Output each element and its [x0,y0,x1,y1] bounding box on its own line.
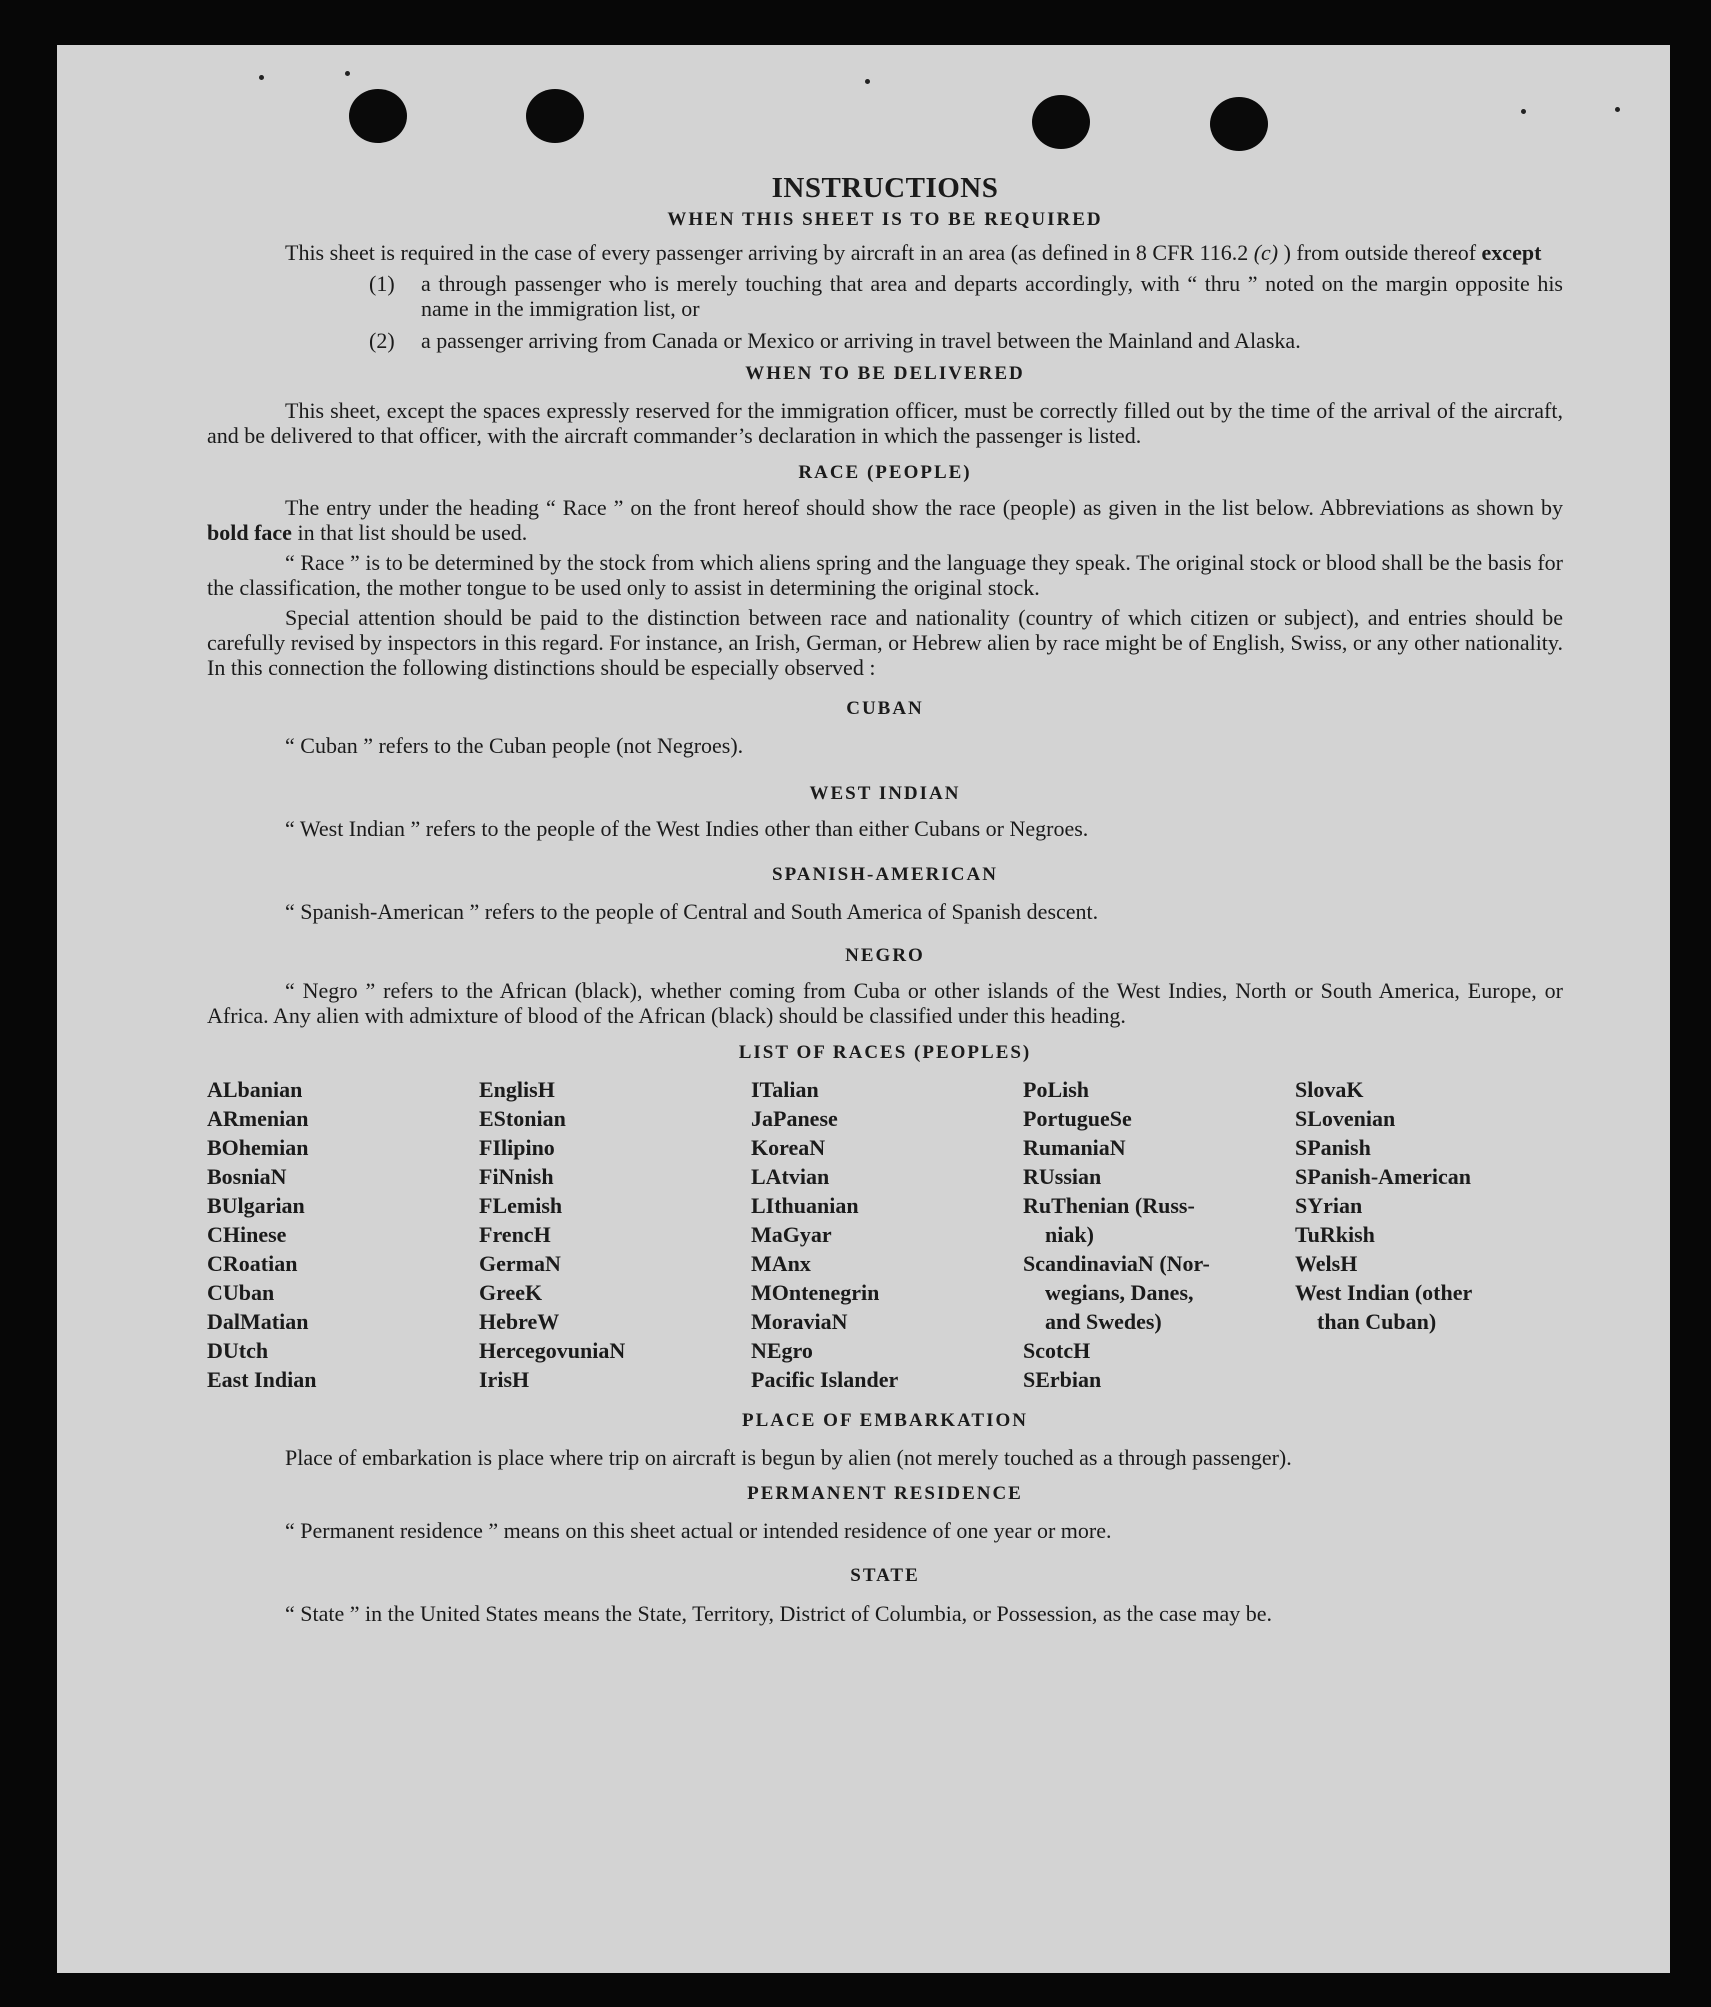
race-entry: DalMatian [207,1309,309,1334]
race-entry-continued: and Swedes) [1045,1309,1162,1334]
speck [865,79,870,84]
race-entry: FIlipino [479,1135,555,1160]
negro-text: “ Negro ” refers to the African (black), whether coming from Cuba or other islands of the West Indies, North or South America, Europe, or Africa. Any alien with admixture of blood of the African (black) should be classified under this heading. [207,978,1563,1028]
race-entry: LIthuanian [751,1193,859,1218]
race-entry: EStonian [479,1106,566,1131]
race-entry: SYrian [1295,1193,1363,1218]
punch-hole [526,89,584,143]
speck [345,71,350,76]
race-entry: LAtvian [751,1164,830,1189]
race-entry: FiNnish [479,1164,554,1189]
race-entry: MAnx [751,1251,811,1276]
race-entry: SPanish [1295,1135,1371,1160]
punch-hole [1210,97,1268,151]
races-column-1 [207,1075,475,1394]
race-entry: NEgro [751,1338,813,1363]
document-sheet [57,45,1670,1973]
race-p1-bold: bold face [207,520,292,545]
race-entry: WelsH [1295,1251,1358,1276]
races-column-4 [1023,1075,1291,1394]
race-entry: ITalian [751,1077,819,1102]
cuban-heading: CUBAN [846,698,924,719]
race-entry: East Indian [207,1367,317,1392]
race-entry: RUssian [1023,1164,1102,1189]
west-indian-heading: WEST INDIAN [809,783,961,804]
race-entry: BosniaN [207,1164,287,1189]
spanish-american-text: “ Spanish-American ” refers to the people of Central and South America of Spanish descent. [285,899,1099,924]
race-entry: DUtch [207,1338,269,1363]
race-entry: BUlgarian [207,1193,305,1218]
race-entry: SlovaK [1295,1077,1364,1102]
race-entry: PoLish [1023,1077,1090,1102]
instructions-content [207,171,1563,1629]
race-entry: MoraviaN [751,1309,848,1334]
list-item [369,328,1563,353]
race-entry: HebreW [479,1309,560,1334]
list-of-races-heading: LIST OF RACES (PEOPLES) [738,1042,1032,1063]
race-entry-continued: niak) [1045,1222,1094,1247]
race-entry: JaPanese [751,1106,838,1131]
residence-text: “ Permanent residence ” means on this sheet actual or intended residence of one year or more. [285,1518,1112,1543]
race-heading: RACE (PEOPLE) [798,462,972,483]
state-heading: STATE [850,1565,920,1586]
punch-hole [349,89,407,143]
item-text: a passenger arriving from Canada or Mexico or arriving in travel between the Mainland and Alaska. [421,328,1301,353]
race-entry: SLovenian [1295,1106,1396,1131]
item-number: (1) [369,271,395,296]
race-entry: PortugueSe [1023,1106,1132,1131]
race-entry: MaGyar [751,1222,832,1247]
races-column-3 [751,1075,1019,1394]
race-paragraph-1 [207,495,1563,545]
race-entry: FrencH [479,1222,551,1247]
intro-text-end: ) from outside thereof [1278,240,1482,265]
race-entry: RumaniaN [1023,1135,1126,1160]
residence-heading: PERMANENT RESIDENCE [747,1483,1023,1504]
when-required-intro [207,240,1563,265]
negro-heading: NEGRO [845,945,925,966]
when-delivered-text: This sheet, except the spaces expressly reserved for the immigration officer, must be correctly filled out by the time of the arrival of the aircraft, and be delivered to that officer, with the aircraft commander’s declaration in which the passenger is listed. [207,398,1563,448]
race-entry: ScandinaviaN (Nor- [1023,1251,1210,1276]
race-entry: West Indian (other [1295,1280,1473,1305]
spanish-american-heading: SPANISH-AMERICAN [772,864,998,885]
intro-c: (c) [1253,240,1279,265]
race-paragraph-3: Special attention should be paid to the distinction between race and nationality (country of which citizen or subject), and entries should be carefully revised by inspectors in this regard. For instance, an Irish, German, or Hebrew alien by race might be of English, Swiss, or any other nationality. In this connection the following distinctions should be especially observed : [207,605,1563,680]
race-entry: SPanish-American [1295,1164,1471,1189]
race-entry: SErbian [1023,1367,1102,1392]
item-text: a through passenger who is merely touching that area and departs accordingly, with “ thru ” noted on the margin opposite his name in the immigration list, or [421,271,1563,321]
embarkation-text: Place of embarkation is place where trip on aircraft is begun by alien (not merely touched as a through passenger). [285,1445,1292,1470]
intro-except: except [1481,240,1542,265]
page-title: INSTRUCTIONS [771,172,999,204]
race-entry: CRoatian [207,1251,298,1276]
race-p1-text: The entry under the heading “ Race ” on the front hereof should show the race (people) as given in the list below. Abbreviations as shown by [285,495,1563,520]
speck [259,75,264,80]
race-entry: RuThenian (Russ- [1023,1193,1195,1218]
when-delivered-heading: WHEN TO BE DELIVERED [745,363,1025,384]
race-entry: CUban [207,1280,275,1305]
west-indian-text: “ West Indian ” refers to the people of the West Indies other than either Cubans or Negroes. [285,816,1089,841]
list-item [369,271,1563,321]
speck [1521,109,1526,114]
race-entry: KoreaN [751,1135,826,1160]
when-required-heading: WHEN THIS SHEET IS TO BE REQUIRED [667,209,1103,230]
races-column-2 [479,1075,747,1394]
race-entry: TuRkish [1295,1222,1375,1247]
embarkation-heading: PLACE OF EMBARKATION [742,1410,1028,1431]
race-entry: BOhemian [207,1135,309,1160]
races-list [207,1075,1563,1394]
race-entry: MOntenegrin [751,1280,880,1305]
race-entry: GermaN [479,1251,561,1276]
race-entry: ALbanian [207,1077,303,1102]
race-p1-end: in that list should be used. [291,520,528,545]
race-paragraph-2: “ Race ” is to be determined by the stock from which aliens spring and the language they speak. The original stock or blood shall be the basis for the classification, the mother tongue to be used only to assist in determining the original stock. [207,550,1563,600]
race-entry-continued: wegians, Danes, [1045,1280,1194,1305]
race-entry: ARmenian [207,1106,309,1131]
race-entry: CHinese [207,1222,287,1247]
races-column-5 [1295,1075,1563,1394]
race-entry: HercegovuniaN [479,1338,626,1363]
cuban-text: “ Cuban ” refers to the Cuban people (not Negroes). [285,733,744,758]
race-entry: EnglisH [479,1077,555,1102]
intro-text: This sheet is required in the case of every passenger arriving by aircraft in an area (as defined in 8 CFR 116.2 [285,240,1254,265]
speck [1615,107,1620,112]
race-entry: IrisH [479,1367,530,1392]
race-entry-continued: than Cuban) [1317,1309,1437,1334]
item-number: (2) [369,328,395,353]
race-entry: Pacific Islander [751,1367,899,1392]
state-text: “ State ” in the United States means the State, Territory, District of Columbia, or Possession, as the case may be. [285,1601,1273,1626]
race-entry: ScotcH [1023,1338,1091,1363]
race-entry: GreeK [479,1280,543,1305]
race-entry: FLemish [479,1193,563,1218]
punch-hole [1032,95,1090,149]
